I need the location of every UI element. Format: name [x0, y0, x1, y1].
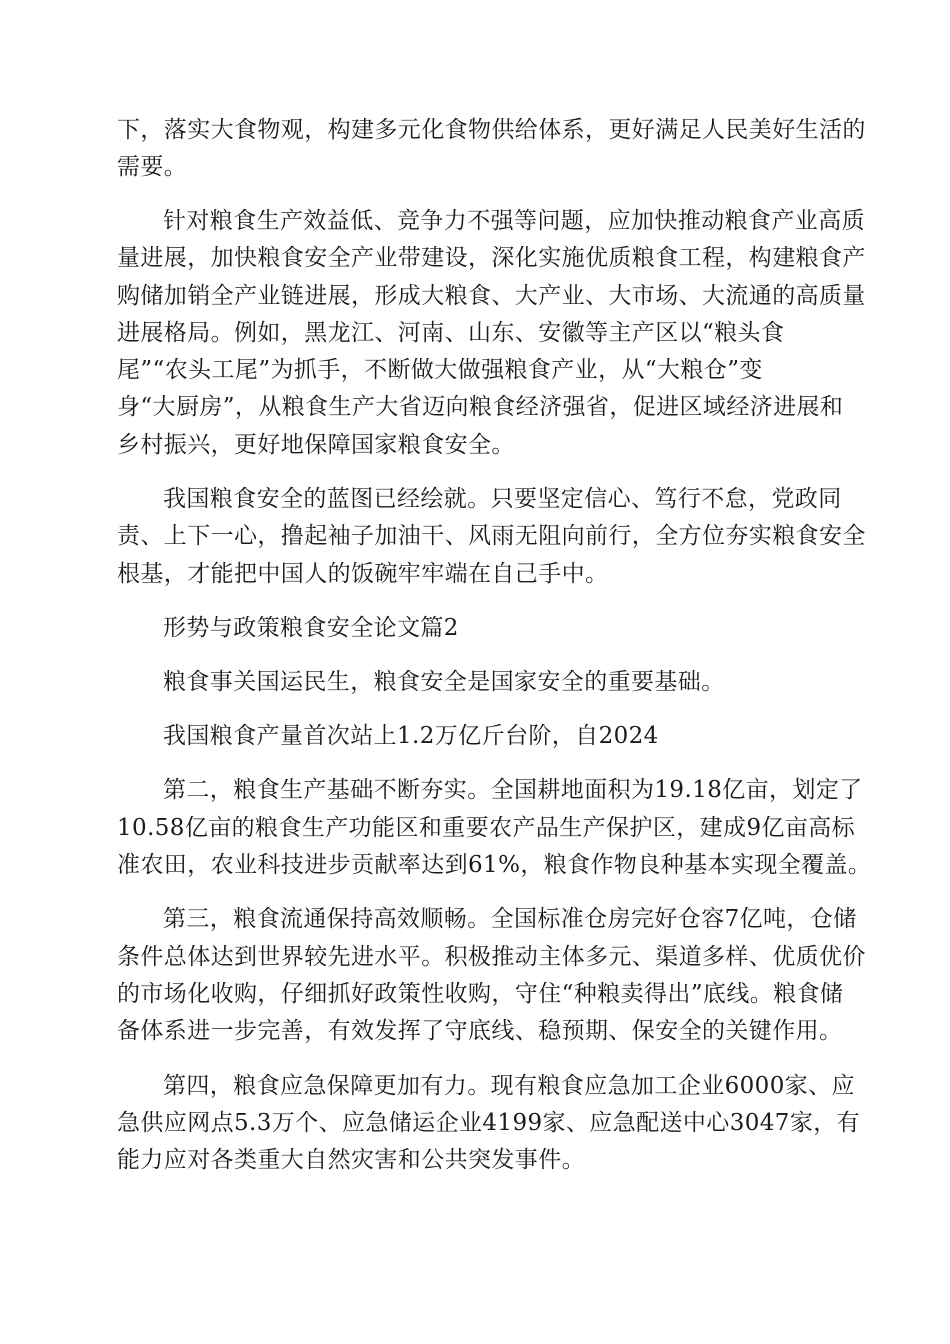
paragraph-start-line: 第三，粮食流通保持高效顺畅。全国标准仓房完好仓容7亿吨，仓储: [163, 906, 857, 932]
text-line: 根基，才能把中国人的饭碗牢牢端在自己手中。: [117, 561, 609, 587]
text-line: 能力应对各类重大自然灾害和公共突发事件。: [117, 1147, 585, 1173]
text-line: 急供应网点5.3万个、应急储运企业4199家、应急配送中心3047家，有: [117, 1110, 861, 1136]
paragraph-start-line: 针对粮食生产效益低、竞争力不强等问题，应加快推动粮食产业高质: [163, 208, 865, 234]
text-line: 条件总体达到世界较先进水平。积极推动主体多元、渠道多样、优质优价: [117, 944, 866, 970]
text-line: 乡村振兴，更好地保障国家粮食安全。: [117, 432, 515, 458]
text-line: 需要。: [117, 154, 188, 180]
text-line: 量进展，加快粮食安全产业带建设，深化实施优质粮食工程，构建粮食产: [117, 245, 866, 271]
text-line: 下，落实大食物观，构建多元化食物供给体系，更好满足人民美好生活的: [117, 117, 866, 143]
paragraph-start-line: 我国粮食产量首次站上1.2万亿斤台阶，自2024: [163, 723, 659, 749]
paragraph-start-line: 第四，粮食应急保障更加有力。现有粮食应急加工企业6000家、应: [163, 1073, 855, 1099]
text-line: 准农田，农业科技进步贡献率达到61%，粮食作物良种基本实现全覆盖。: [117, 852, 872, 878]
text-line: 10.58亿亩的粮食生产功能区和重要农产品生产保护区，建成9亿亩高标: [117, 815, 856, 841]
text-line: 购储加销全产业链进展，形成大粮食、大产业、大市场、大流通的高质量: [117, 283, 866, 309]
text-line: 责、上下一心，撸起袖子加油干、风雨无阻向前行，全方位夯实粮食安全: [117, 523, 866, 549]
text-line: 进展格局。例如，黑龙江、河南、山东、安徽等主产区以“粮头食: [117, 320, 785, 346]
text-line: 备体系进一步完善，有效发挥了守底线、稳预期、保安全的关键作用。: [117, 1018, 843, 1044]
paragraph-start-line: 粮食事关国运民生，粮食安全是国家安全的重要基础。: [163, 669, 725, 695]
paragraph-start-line: 第二，粮食生产基础不断夯实。全国耕地面积为19.18亿亩，划定了: [163, 777, 863, 803]
section-heading: 形势与政策粮食安全论文篇2: [163, 615, 459, 641]
text-line: 的市场化收购，仔细抓好政策性收购，守住“种粮卖得出”底线。粮食储: [117, 981, 844, 1007]
paragraph-start-line: 我国粮食安全的蓝图已经绘就。只要坚定信心、笃行不怠，党政同: [163, 486, 842, 512]
text-line: 身“大厨房”，从粮食生产大省迈向粮食经济强省，促进区域经济进展和: [117, 394, 844, 420]
text-line: 尾”“农头工尾”为抓手，不断做大做强粮食产业，从“大粮仓”变: [117, 357, 763, 383]
